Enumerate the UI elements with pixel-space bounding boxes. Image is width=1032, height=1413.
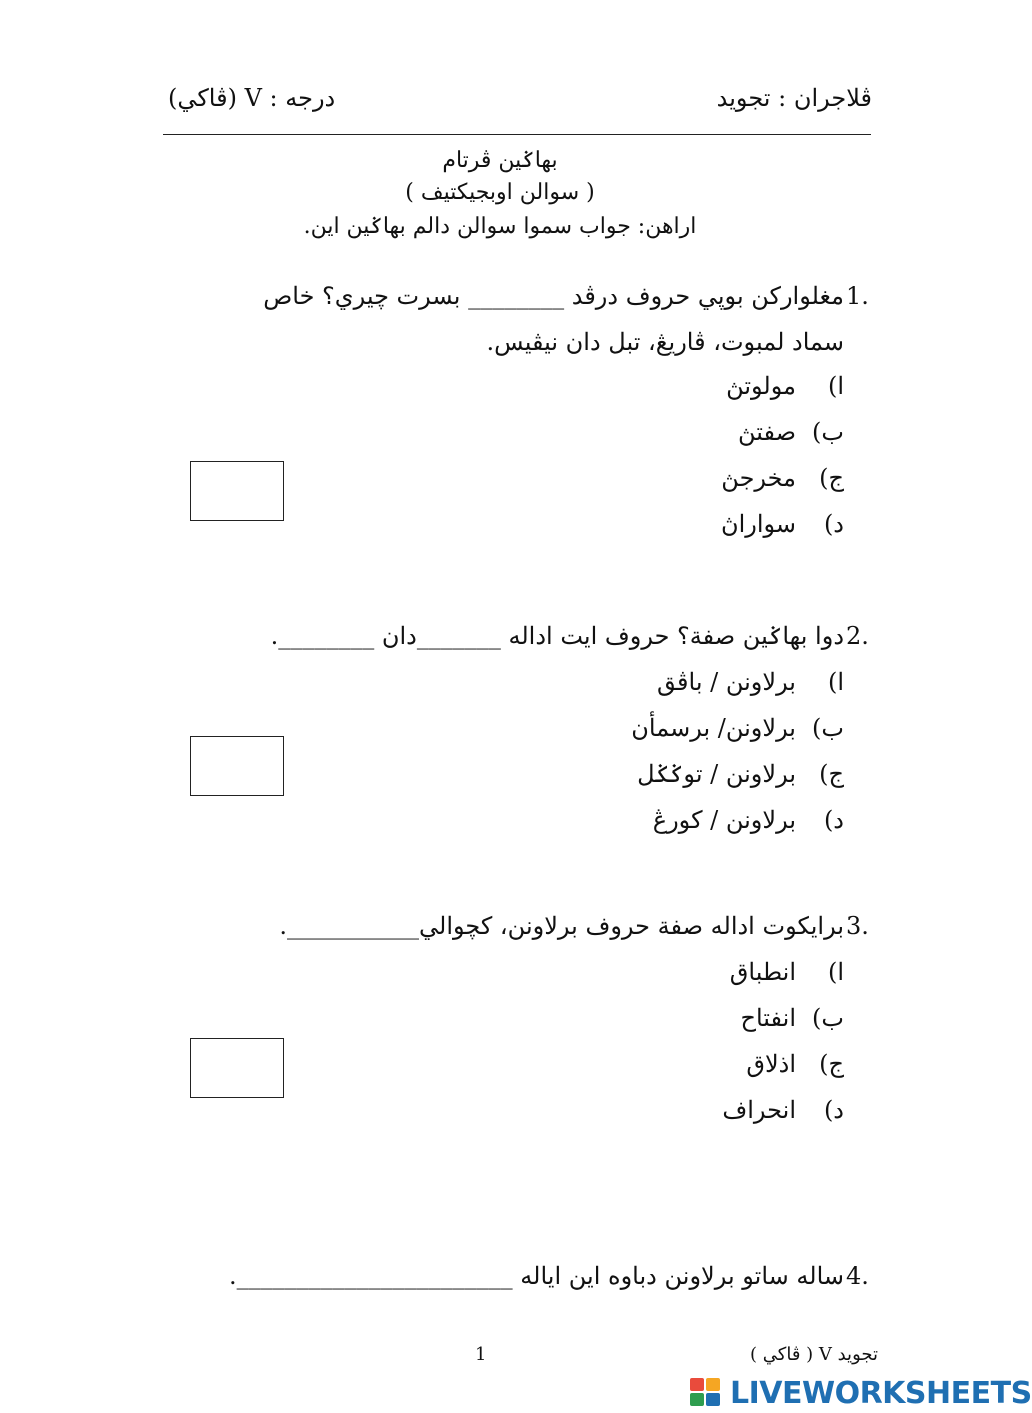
question-number: 2.: [846, 622, 869, 650]
question-text: مغلواركن بوپي حروف درڤد ________ بسرت چيري؟ خاص: [263, 282, 844, 310]
option-text: انفتاح: [740, 1004, 796, 1032]
brand-name: LIVEWORKSHEETS: [730, 1375, 1032, 1411]
question-text: ساله ساتو برلاونن دباوه اين اياله _______________________.: [229, 1262, 844, 1290]
option-label: ا): [827, 668, 844, 696]
option-text: انطباق: [729, 958, 796, 986]
option-label: ج): [819, 760, 844, 788]
option-label: ب): [812, 714, 844, 742]
brand-grid-icon: [690, 1378, 726, 1408]
option-text: سواراڽ: [720, 510, 796, 538]
option-text: مولوتڽ: [726, 372, 796, 400]
option-text: مخرجڽ: [721, 464, 796, 492]
section-type: ( سوالن اوبجيكتيف ): [405, 180, 595, 205]
option-text: صفتڽ: [737, 418, 796, 446]
instruction-text: اراهن: جواب سموا سوالن دالم بهاݢين اين.: [303, 214, 697, 239]
option-text: اذلاق: [746, 1050, 796, 1078]
page-number: 1: [475, 1344, 487, 1365]
question-text-line2: سماد لمبوت، ڤاريڠ، تبل دان نيڤيس.: [486, 328, 844, 356]
option-label: د): [823, 806, 844, 834]
question-number: 1.: [846, 282, 869, 310]
liveworksheets-logo: [690, 1376, 1032, 1410]
grade-label: درجه : V (ڤاكي): [168, 84, 336, 112]
option-label: د): [823, 1096, 844, 1124]
option-label: ب): [812, 418, 844, 446]
option-label: ب): [812, 1004, 844, 1032]
answer-box-q3[interactable]: [190, 1038, 284, 1098]
question-text: برايكوت اداله صفة حروف برلاونن، كچوالي___________.: [279, 912, 844, 940]
option-text: انحراف: [722, 1096, 796, 1124]
option-label: د): [823, 510, 844, 538]
answer-box-q2[interactable]: [190, 736, 284, 796]
footer-subject: تجويد V ( ڤاكي ): [750, 1344, 878, 1365]
question-number: 3.: [846, 912, 869, 940]
subject-label: ڤلاجران : تجويد: [716, 84, 872, 112]
option-text: برلاونن / كورڠ: [652, 806, 796, 834]
option-text: برلاونن / توݢݢل: [637, 760, 796, 788]
option-label: ا): [827, 372, 844, 400]
question-number: 4.: [846, 1262, 869, 1290]
option-label: ج): [819, 1050, 844, 1078]
answer-box-q1[interactable]: [190, 461, 284, 521]
header-divider: [163, 134, 871, 135]
option-label: ا): [827, 958, 844, 986]
option-label: ج): [819, 464, 844, 492]
section-title: بهاݢين ڤرتام: [442, 148, 558, 173]
option-text: برلاونن/ برسمأن: [631, 714, 796, 742]
question-text: دوا بهاݢين صفة؟ حروف ايت اداله _______دان ________.: [270, 622, 844, 650]
option-text: برلاونن / باڤق: [657, 668, 796, 696]
